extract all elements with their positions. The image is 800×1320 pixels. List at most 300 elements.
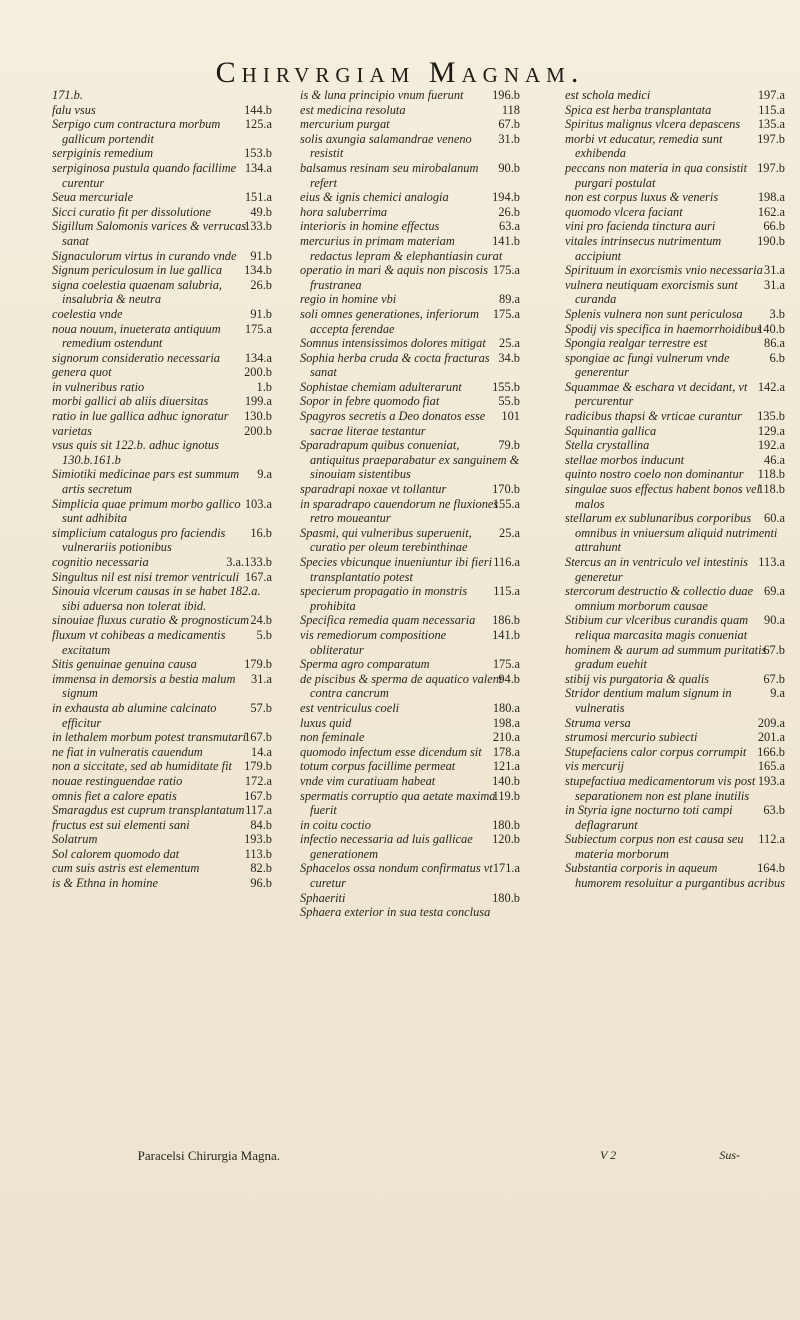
index-entry: [300, 497, 520, 526]
index-entry: [52, 219, 272, 248]
page-reference: 9.a: [257, 467, 272, 482]
page-reference: 193.b: [244, 832, 272, 847]
index-entry: [52, 380, 272, 395]
page-reference: 1.b: [256, 379, 272, 394]
page-reference: 91.b: [250, 306, 272, 321]
index-term: Sphaeriti: [300, 890, 346, 905]
index-entry: [300, 774, 520, 789]
signature-line: [600, 1148, 740, 1163]
page-reference: 133.b: [244, 219, 272, 234]
index-entry: [565, 555, 785, 584]
index-term: Spirituum in exorcismis vnio necessaria: [565, 263, 763, 278]
index-term: Solatrum: [52, 832, 98, 847]
running-title: Paracelsi Chirurgia Magna.: [137, 1148, 280, 1163]
index-entry: [52, 205, 272, 220]
index-term: non feminale: [300, 730, 365, 745]
page-reference: 82.b: [250, 861, 272, 876]
index-entry: [565, 307, 785, 322]
index-term: hora saluberrima: [300, 204, 388, 219]
index-entry: [565, 453, 785, 468]
page-reference: 140.b: [492, 773, 520, 788]
page-reference: 118.b: [757, 482, 785, 497]
index-term: noua nouum, inueterata antiquum remedium ostendunt: [52, 321, 221, 351]
index-term: sinouiae fluxus curatio & prognosticum: [52, 613, 250, 628]
index-term: Spiritus malignus vlcera depascens: [565, 117, 741, 132]
index-term: est schola medici: [565, 88, 651, 102]
index-entry: [300, 88, 520, 103]
page-reference: 135.a: [757, 117, 785, 132]
index-entry: [300, 745, 520, 760]
page-reference: 5.b: [256, 627, 272, 642]
index-term: Substantia corporis in aqueum humorem resoluitur a purgantibus acribus: [565, 861, 785, 891]
page-reference: 179.b: [244, 759, 272, 774]
page-reference: 86.a: [764, 336, 785, 351]
index-entry: [300, 861, 520, 890]
index-term: Sopor in febre quomodo fiat: [300, 394, 440, 409]
page-reference: 63.a: [499, 219, 520, 234]
index-term: mercurium purgat: [300, 117, 390, 132]
page-reference: 209.a: [757, 715, 785, 730]
page-reference: 31.a: [764, 277, 785, 292]
index-term: Stridor dentium malum signum in vulneratis: [565, 686, 732, 715]
index-entry: [300, 438, 520, 482]
page-reference: 200.b: [244, 365, 272, 380]
index-term: Seua mercuriale: [52, 190, 134, 205]
index-term: 171.b.: [52, 88, 83, 102]
page-reference: 135.b: [757, 409, 785, 424]
index-entry: [300, 132, 520, 161]
index-entry: [565, 730, 785, 745]
index-entry: [565, 467, 785, 482]
index-term: operatio in mari & aquis non piscosis frustranea: [300, 263, 488, 292]
index-term: fluxum vt cohibeas a medicamentis excitatum: [52, 627, 226, 657]
index-entry: [565, 774, 785, 803]
index-term: Subiectum corpus non est causa seu materia morborum: [565, 832, 744, 861]
page-reference: 91.b: [250, 248, 272, 263]
index-term: Stercus an in ventriculo vel intestinis generetur: [565, 555, 748, 584]
index-term: Splenis vulnera non sunt periculosa: [565, 306, 743, 321]
page-reference: 94.b: [498, 671, 520, 686]
index-term: Singultus nil est nisi tremor ventriculi: [52, 569, 240, 584]
index-entry: [52, 657, 272, 672]
index-entry: [565, 263, 785, 278]
index-entry: [565, 672, 785, 687]
page-reference: 165.a: [757, 759, 785, 774]
page-reference: 6.b: [769, 350, 785, 365]
page-reference: 49.b: [250, 204, 272, 219]
index-entry: [300, 190, 520, 205]
page-reference: 200.b: [244, 423, 272, 438]
page-reference: 170.b: [492, 482, 520, 497]
index-entry: [565, 745, 785, 760]
index-term: Somnus intensissimos dolores mitigat: [300, 336, 486, 351]
index-term: is & luna principio vnum fuerunt: [300, 88, 464, 102]
index-entry: [565, 117, 785, 132]
page-header: Chirvrgiam Magnam.: [215, 56, 585, 89]
page-reference: 186.b: [492, 613, 520, 628]
index-term: in lethalem morbum potest transmutari: [52, 730, 247, 745]
index-entry: [300, 263, 520, 292]
index-term: Spica est herba transplantata: [565, 102, 712, 117]
index-term: falu vsus: [52, 102, 96, 117]
index-term: immensa in demorsis a bestia malum signum: [52, 671, 236, 701]
page-reference: 167.a: [244, 569, 272, 584]
index-term: Spodij vis specifica in haemorrhoidibus: [565, 321, 762, 336]
index-term: Signaculorum virtus in curando vnde: [52, 248, 237, 263]
index-entry: [52, 117, 272, 146]
index-entry: [565, 511, 785, 555]
index-entry: [300, 292, 520, 307]
index-term: signa coelestia quaenam salubria, insalubria & neutra: [52, 277, 223, 307]
index-entry: [300, 672, 520, 701]
page-reference: 134.a: [244, 160, 272, 175]
index-term: Spongia realgar terrestre est: [565, 336, 708, 351]
index-entry: [52, 161, 272, 190]
page-reference: 175.a: [244, 321, 272, 336]
index-entry: [52, 774, 272, 789]
page-reference: 118.b: [757, 467, 785, 482]
index-term: regio in homine vbi: [300, 292, 397, 307]
index-term: in coitu coctio: [300, 817, 371, 832]
index-entry: [52, 730, 272, 745]
page-reference: 113.a: [758, 555, 785, 569]
index-term: vini pro facienda tinctura auri: [565, 219, 716, 234]
page-reference: 121.a: [492, 759, 520, 774]
index-entry: [300, 657, 520, 672]
page-reference: 162.a: [757, 204, 785, 219]
index-term: radicibus thapsi & vrticae curantur: [565, 409, 742, 424]
index-entry: [565, 190, 785, 205]
page-reference: 26.b: [250, 277, 272, 292]
index-term: Smaragdus est cuprum transplantatum: [52, 803, 245, 818]
page-reference: 90.b: [498, 160, 520, 175]
index-term: Spasmi, qui vulneribus superuenit, curatio per oleum terebinthinae: [300, 525, 472, 555]
index-term: in exhausta ab alumine calcinato efficitur: [52, 700, 217, 730]
index-term: genera quot: [52, 365, 112, 380]
index-entry: [565, 832, 785, 861]
page-reference: 67.b: [498, 117, 520, 132]
index-term: Specifica remedia quam necessaria: [300, 613, 476, 628]
page-reference: 198.a: [757, 190, 785, 205]
page-reference: 130.b: [244, 409, 272, 424]
index-entry: [300, 307, 520, 336]
page-reference: 172.a: [244, 773, 272, 788]
index-entry: [300, 759, 520, 774]
index-term: vitales intrinsecus nutrimentum accipiunt: [565, 233, 722, 263]
index-entry: [52, 424, 272, 439]
index-entry: [300, 613, 520, 628]
page-reference: 192.a: [757, 438, 785, 453]
index-entry: [300, 832, 520, 861]
index-entry: [565, 234, 785, 263]
index-term: Simiotiki medicinae pars est summum artis secretum: [52, 467, 240, 497]
index-term: Sigillum Salomonis varices & verrucas sanat: [52, 219, 247, 248]
index-entry: [52, 497, 272, 526]
index-term: Stupefaciens calor corpus corrumpit: [565, 744, 747, 759]
index-term: Sicci curatio fit per dissolutione: [52, 204, 211, 219]
index-term: serpiginis remedium: [52, 146, 154, 161]
index-entry: [565, 584, 785, 613]
index-term: Sophia herba cruda & cocta fracturas sanat: [300, 350, 490, 380]
index-entry: [565, 380, 785, 409]
page-reference: 180.b: [492, 890, 520, 905]
index-term: cum suis astris est elementum: [52, 861, 200, 876]
page-reference: 116.a: [493, 555, 520, 569]
page-reference: 153.b: [244, 146, 272, 161]
index-entry: [52, 103, 272, 118]
page-reference: 134.b: [244, 263, 272, 278]
index-entry: [300, 905, 520, 920]
index-entry: [300, 336, 520, 351]
index-term: Stibium cur vlceribus curandis quam reliqua marcasita magis conueniat: [565, 613, 749, 642]
page-reference: 16.b: [250, 525, 272, 540]
index-entry: [52, 263, 272, 278]
index-term: strumosi mercurio subiecti: [565, 730, 698, 745]
page-reference: 57.b: [250, 700, 272, 715]
index-entry: [300, 526, 520, 555]
page-reference: 193.a: [757, 773, 785, 788]
index-term: serpiginosa pustula quando facillime curentur: [52, 160, 237, 190]
index-entry: [52, 672, 272, 701]
page-reference: 25.a: [499, 336, 520, 351]
index-entry: [565, 482, 785, 511]
index-term: stellarum ex sublunaribus corporibus omnibus in vniuersum aliquid nutrimenti attrahunt: [565, 511, 778, 555]
page-reference: 190.b: [757, 233, 785, 248]
index-entry: [300, 789, 520, 818]
index-term: Struma versa: [565, 715, 631, 730]
index-term: Sophistae chemiam adulterarunt: [300, 379, 462, 394]
page-reference: 167.b: [244, 730, 272, 745]
page-reference: 164.b: [757, 861, 785, 876]
page-reference: 125.a: [244, 117, 272, 132]
index-term: vis remediorum compositione obliteratur: [300, 627, 447, 657]
page-reference: 26.b: [498, 204, 520, 219]
index-entry: [565, 351, 785, 380]
index-entry: [300, 161, 520, 190]
signature-mark: V 2: [600, 1148, 617, 1162]
page-reference: 144.b: [244, 102, 272, 117]
page-reference: 179.b: [244, 657, 272, 672]
index-entry: [300, 205, 520, 220]
index-term: in sparadrapo cauendorum ne fluxiones retro moueantur: [300, 496, 499, 526]
index-entry: [300, 482, 520, 497]
index-entry: [52, 526, 272, 555]
index-term: Signum periculosum in lue gallica: [52, 263, 223, 278]
page-reference: 142.a: [757, 379, 785, 394]
index-entry: [565, 424, 785, 439]
index-entry: [565, 88, 785, 103]
index-term: luxus quid: [300, 715, 352, 730]
page-reference: 197.b: [757, 131, 785, 146]
page-reference: 79.b: [498, 438, 520, 453]
page-reference: 167.b: [244, 788, 272, 803]
page-reference: 46.a: [764, 452, 785, 467]
index-term: stellae morbos inducunt: [565, 452, 685, 467]
index-term: vulnera neutiquam exorcismis sunt curanda: [565, 277, 738, 307]
index-entry: [565, 205, 785, 220]
index-entry: [565, 219, 785, 234]
page-reference: 178.a: [492, 744, 520, 759]
index-entry: [52, 701, 272, 730]
index-entry: [52, 570, 272, 585]
index-term: vnde vim curatiuam habeat: [300, 773, 436, 788]
index-entry: [565, 322, 785, 337]
index-term: de piscibus & sperma de aquatico valent contra cancrum: [300, 671, 503, 701]
index-entry: [300, 818, 520, 833]
index-entry: [300, 628, 520, 657]
index-entry: [52, 759, 272, 774]
page-reference: 196.b: [492, 88, 520, 102]
index-term: spongiae ac fungi vulnerum vnde generentur: [565, 350, 730, 380]
page-reference: 175.a: [492, 657, 520, 672]
index-term: coelestia vnde: [52, 306, 123, 321]
index-term: morbi gallici ab aliis diuersitas: [52, 394, 209, 409]
index-term: eius & ignis chemici analogia: [300, 190, 449, 205]
page-reference: 210.a: [492, 730, 520, 745]
index-term: in vulneribus ratio: [52, 379, 145, 394]
page-reference: 113.b: [244, 846, 272, 861]
index-entry: [565, 103, 785, 118]
index-term: fructus est sui elementi sani: [52, 817, 190, 832]
index-term: quomodo vlcera faciant: [565, 204, 683, 219]
index-entry: [565, 161, 785, 190]
index-entry: [52, 847, 272, 862]
index-entry: [300, 219, 520, 234]
index-entry: [300, 555, 520, 584]
index-term: vis mercurij: [565, 759, 625, 774]
page-reference: 3.b: [769, 306, 785, 321]
page-reference: 89.a: [499, 292, 520, 307]
index-column-left: [52, 88, 272, 891]
index-entry: [52, 190, 272, 205]
index-entry: [300, 394, 520, 409]
page-reference: 180.b: [492, 817, 520, 832]
index-term: Sperma agro comparatum: [300, 657, 430, 672]
index-term: quinto nostro coelo non dominantur: [565, 467, 744, 482]
index-term: mercurius in primam materiam redactus lepram & elephantiasin curat: [300, 233, 503, 263]
index-term: balsamus resinam seu mirobalanum refert: [300, 160, 479, 190]
page-reference: 197.a: [757, 88, 785, 102]
index-entry: [300, 103, 520, 118]
index-term: solis axungia salamandrae veneno resistit: [300, 131, 472, 161]
index-entry: [52, 409, 272, 424]
index-term: morbi vt educatur, remedia sunt exhibenda: [565, 131, 723, 161]
index-term: non est corpus luxus & veneris: [565, 190, 719, 205]
index-term: stibij vis purgatoria & qualis: [565, 671, 710, 686]
index-term: specierum propagatio in monstris prohibita: [300, 584, 468, 613]
index-entry: [300, 117, 520, 132]
index-entry: [52, 467, 272, 496]
page-reference: 9.a: [770, 686, 785, 701]
page-reference: 90.a: [764, 613, 785, 628]
index-entry: [565, 613, 785, 642]
index-entry: [300, 730, 520, 745]
page-reference: 63.b: [763, 803, 785, 818]
index-entry: [52, 832, 272, 847]
index-entry: [52, 351, 272, 366]
index-entry: [52, 249, 272, 264]
index-entry: [52, 88, 272, 103]
index-entry: [300, 701, 520, 716]
index-term: ratio in lue gallica adhuc ignoratur: [52, 409, 229, 424]
page-reference: 24.b: [250, 613, 272, 628]
page-reference: 14.a: [251, 744, 272, 759]
page-reference: 25.a: [499, 525, 520, 540]
index-entry: [565, 409, 785, 424]
page-reference: 155.a: [492, 496, 520, 511]
index-term: infectio necessaria ad luis gallicae generationem: [300, 832, 473, 861]
index-entry: [565, 686, 785, 715]
page-reference: 34.b: [498, 350, 520, 365]
index-entry: [52, 789, 272, 804]
page-reference: 134.a: [244, 350, 272, 365]
index-entry: [565, 861, 785, 890]
index-entry: [52, 745, 272, 760]
index-term: singulae suos effectus habent bonos vel malos: [565, 482, 761, 511]
page-reference: 66.b: [763, 219, 785, 234]
page-reference: 118: [501, 102, 520, 117]
page-reference: 151.a: [244, 190, 272, 205]
page-reference: 199.a: [244, 394, 272, 409]
index-entry: [565, 336, 785, 351]
index-entry: [52, 803, 272, 818]
page-reference: 155.b: [492, 379, 520, 394]
index-term: spermatis corruptio qua aetate maxima fuerit: [300, 788, 496, 818]
index-entry: [52, 818, 272, 833]
page-reference: 112.a: [758, 832, 785, 847]
page-reference: 175.a: [492, 263, 520, 278]
page-reference: 171.a: [492, 861, 520, 876]
index-term: Species vbicunque inueniuntur ibi fieri transplantatio potest: [300, 555, 493, 584]
page-reference: 84.b: [250, 817, 272, 832]
page-reference: 119.b: [492, 788, 520, 803]
page-reference: 197.b: [757, 160, 785, 175]
index-term: Sphaera exterior in sua testa conclusa: [300, 905, 491, 920]
index-entry: [565, 716, 785, 731]
index-term: nouae restinguendae ratio: [52, 773, 183, 788]
index-entry: [52, 438, 272, 467]
index-term: vsus quis sit 122.b. adhuc ignotus 130.b.161.b: [52, 438, 219, 467]
page-reference: 166.b: [757, 744, 785, 759]
index-term: Stella crystallina: [565, 438, 650, 453]
index-term: omnis fiet a calore epatis: [52, 788, 177, 803]
index-entry: [300, 584, 520, 613]
page-reference: 198.a: [492, 715, 520, 730]
index-entry: [52, 365, 272, 380]
index-term: in Styria igne nocturno toti campi deflagrarunt: [565, 803, 733, 832]
index-term: totum corpus facillime permeat: [300, 759, 456, 774]
index-term: simplicium catalogus pro faciendis vulnerariis potionibus: [52, 525, 226, 555]
index-term: stupefactiua medicamentorum vis post separationem non est plane inutilis: [565, 773, 756, 803]
index-entry: [565, 132, 785, 161]
index-entry: [565, 803, 785, 832]
index-term: Squinantia gallica: [565, 423, 657, 438]
page-reference: 117.a: [245, 803, 272, 818]
index-term: Spagyros secretis a Deo donatos esse sacrae literae testantur: [300, 409, 486, 438]
index-term: Sol calorem quomodo dat: [52, 846, 180, 861]
index-entry: [52, 628, 272, 657]
index-entry: [300, 891, 520, 906]
index-term: quomodo infectum esse dicendum sit: [300, 744, 482, 759]
page-reference: 180.a: [492, 700, 520, 715]
index-term: soli omnes generationes, inferiorum accepta ferendae: [300, 306, 479, 336]
index-entry: [52, 307, 272, 322]
index-term: ne fiat in vulneratis cauendum: [52, 744, 203, 759]
index-term: varietas: [52, 423, 92, 438]
index-entry: [300, 409, 520, 438]
index-term: est ventriculus coeli: [300, 700, 400, 715]
page-reference: 201.a: [757, 730, 785, 745]
